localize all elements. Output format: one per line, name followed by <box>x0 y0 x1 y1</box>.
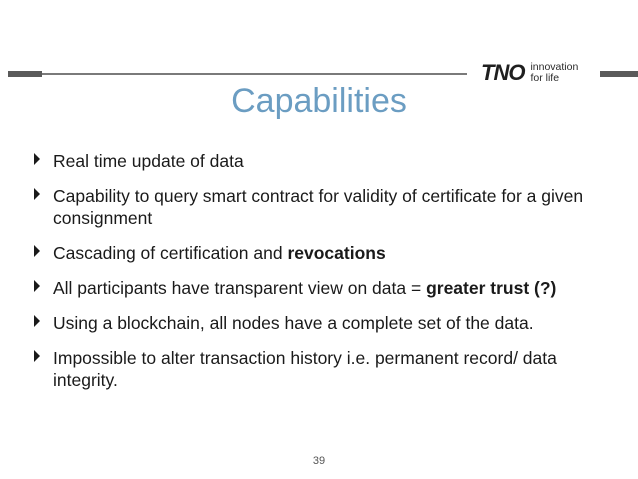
bullet-item <box>33 277 623 299</box>
bullet-text-plain: Real time update of data <box>53 151 244 171</box>
bullet-text-plain: Using a blockchain, all nodes have a complete set of the data. <box>53 313 534 333</box>
bullet-arrow-icon <box>33 150 53 166</box>
bullet-text <box>53 242 386 264</box>
bullet-item <box>33 347 623 391</box>
bullet-arrow-icon <box>33 312 53 328</box>
bullet-text <box>53 312 534 334</box>
bullet-text <box>53 150 244 172</box>
bullet-text-plain: Capability to query smart contract for validity of certificate for a given consignment <box>53 186 584 228</box>
header-rule-left <box>8 71 42 77</box>
logo-tagline-line2: for life <box>530 72 560 84</box>
bullet-text <box>53 277 556 299</box>
bullet-item <box>33 312 623 334</box>
bullet-arrow-icon <box>33 185 53 201</box>
bullet-item <box>33 150 623 172</box>
slide-title: Capabilities <box>231 82 407 120</box>
page-number: 39 <box>312 455 326 467</box>
bullet-item <box>33 185 623 229</box>
bullet-text-plain: Cascading of certification and <box>53 243 288 263</box>
bullet-text <box>53 347 623 391</box>
bullet-arrow-icon <box>33 277 53 293</box>
bullet-arrow-icon <box>33 242 53 258</box>
bullet-text-bold: greater trust (?) <box>426 278 557 298</box>
logo-mark: TNO <box>481 60 525 85</box>
bullet-text <box>53 185 623 229</box>
bullet-item <box>33 242 623 264</box>
logo-tagline-line1: innovation <box>530 61 579 73</box>
bullet-text-plain: All participants have transparent view on data = <box>53 278 427 298</box>
bullet-text-plain: Impossible to alter transaction history i.e. permanent record/ data integrity. <box>53 348 557 390</box>
bullet-text-bold: revocations <box>287 243 386 263</box>
bullet-arrow-icon <box>33 347 53 363</box>
header-rule <box>42 73 467 75</box>
logo-tagline <box>530 62 578 84</box>
bullet-list <box>33 150 623 404</box>
header-rule-right <box>600 71 638 77</box>
